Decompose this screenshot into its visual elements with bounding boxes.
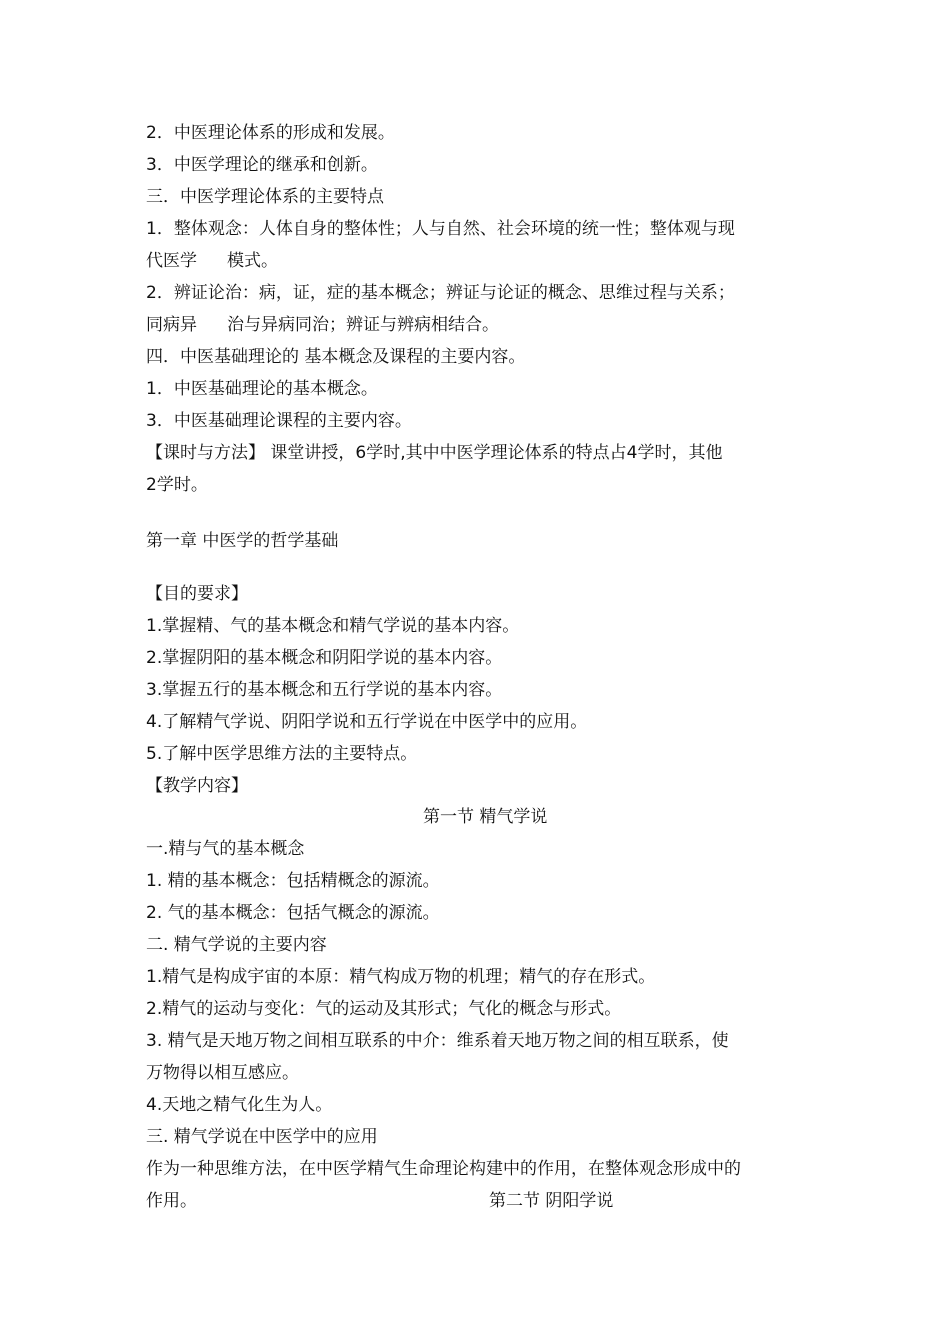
- section-1-line: 3. 精气是天地万物之间相互联系的中介：维系着天地万物之间的相互联系，使: [146, 1031, 729, 1051]
- goal-item: 4.了解精气学说、阴阳学说和五行学说在中医学中的应用。: [146, 712, 588, 732]
- intro-line-concepts: 1．中医基础理论的基本概念。: [146, 379, 378, 399]
- intro-line-hours: 【课时与方法】 课堂讲授，6学时,其中中医学理论体系的特点占4学时，其他: [146, 443, 723, 463]
- section-1-title: 第一节 精气学说: [423, 807, 548, 827]
- goal-item: 3.掌握五行的基本概念和五行学说的基本内容。: [146, 680, 503, 700]
- intro-line-hours-cont: 2学时。: [146, 475, 208, 495]
- section-1-line: 2. 气的基本概念：包括气概念的源流。: [146, 903, 440, 923]
- chapter-title: 第一章 中医学的哲学基础: [146, 531, 339, 551]
- goal-item: 1.掌握精、气的基本概念和精气学说的基本内容。: [146, 616, 520, 636]
- section-1-line: 万物得以相互感应。: [146, 1063, 299, 1083]
- intro-line-syndrome-cont-a: 同病异: [146, 315, 197, 335]
- content-heading: 【教学内容】: [146, 776, 248, 796]
- intro-heading-features: 三．中医学理论体系的主要特点: [146, 187, 384, 207]
- section-1-line: 2.精气的运动与变化：气的运动及其形式；气化的概念与形式。: [146, 999, 622, 1019]
- goal-item: 2.掌握阴阳的基本概念和阴阳学说的基本内容。: [146, 648, 503, 668]
- section-1-line: 三. 精气学说在中医学中的应用: [146, 1127, 378, 1147]
- intro-line-holism-cont-a: 代医学: [146, 251, 197, 271]
- section-1-line: 1. 精的基本概念：包括精概念的源流。: [146, 871, 440, 891]
- intro-line-course: 3．中医基础理论课程的主要内容。: [146, 411, 412, 431]
- section-1-line: 作用。: [146, 1191, 197, 1211]
- intro-line-1: 2．中医理论体系的形成和发展。: [146, 123, 395, 143]
- section-1-line: 4.天地之精气化生为人。: [146, 1095, 333, 1115]
- intro-heading-concepts: 四．中医基础理论的 基本概念及课程的主要内容。: [146, 347, 526, 367]
- intro-line-holism-cont: [146, 250, 278, 272]
- section-1-line: 作为一种思维方法，在中医学精气生命理论构建中的作用，在整体观念形成中的: [146, 1159, 741, 1179]
- intro-line-2: 3．中医学理论的继承和创新。: [146, 155, 378, 175]
- section-1-line: 二. 精气学说的主要内容: [146, 935, 327, 955]
- section-1-line: 1.精气是构成宇宙的本原：精气构成万物的机理；精气的存在形式。: [146, 967, 656, 987]
- goals-heading: 【目的要求】: [146, 584, 248, 604]
- intro-line-syndrome: 2．辨证论治：病，证，症的基本概念；辨证与论证的概念、思维过程与关系；: [146, 283, 735, 303]
- intro-line-syndrome-cont: [146, 314, 499, 336]
- section-2-title: 第二节 阴阳学说: [489, 1191, 614, 1211]
- section-1-line: 一.精与气的基本概念: [146, 839, 305, 859]
- intro-line-syndrome-cont-b: 治与异病同治；辨证与辨病相结合。: [227, 315, 499, 335]
- intro-line-holism: 1．整体观念：人体自身的整体性；人与自然、社会环境的统一性；整体观与现: [146, 219, 735, 239]
- goal-item: 5.了解中医学思维方法的主要特点。: [146, 744, 418, 764]
- intro-line-holism-cont-b: 模式。: [227, 251, 278, 271]
